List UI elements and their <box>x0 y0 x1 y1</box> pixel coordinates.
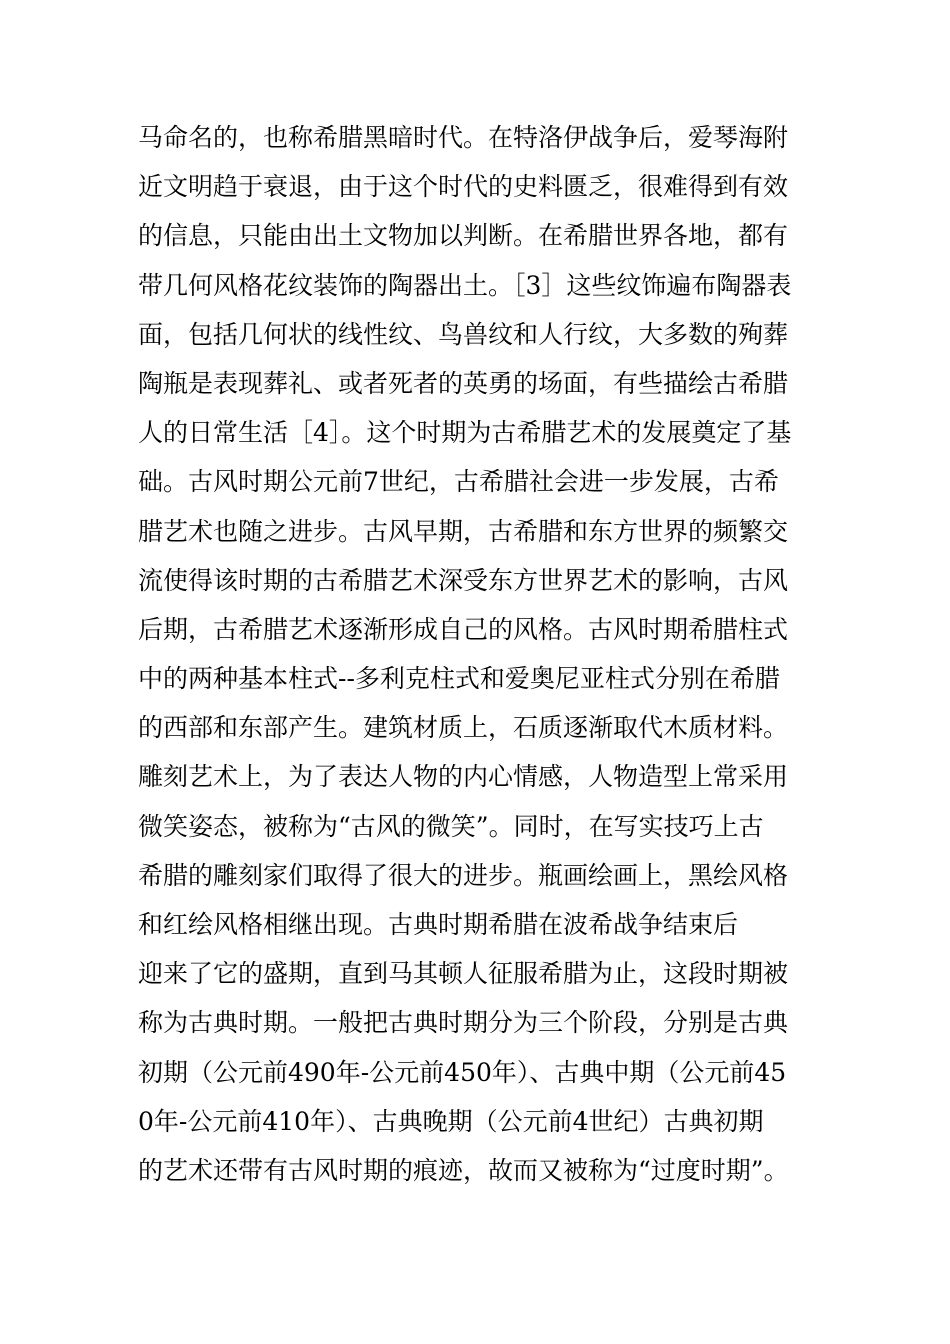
text-line: 陶瓶是表现葬礼、或者死者的英勇的场面，有些描绘古希腊 <box>138 368 789 398</box>
text-line: 称为古典时期。一般把古典时期分为三个阶段，分别是古典 <box>138 1008 789 1038</box>
text-line: 近文明趋于衰退，由于这个时代的史料匮乏，很难得到有效 <box>138 172 789 202</box>
text-line: 的艺术还带有古风时期的痕迹，故而又被称为“过度时期”。 <box>138 1155 789 1185</box>
text-line: 腊艺术也随之进步。古风早期，古希腊和东方世界的频繁交 <box>138 516 789 546</box>
text-line: 础。古风时期公元前7世纪，古希腊社会进一步发展，古希 <box>138 467 779 497</box>
text-line: 初期（公元前490年-公元前450年）、古典中期（公元前45 <box>138 1057 787 1087</box>
text-line: 和红绘风格相继出现。古典时期希腊在波希战争结束后 <box>138 910 739 939</box>
text-line: 中的两种基本柱式--多利克柱式和爱奥尼亚柱式分别在希腊 <box>138 664 780 694</box>
body-text <box>138 113 838 1195</box>
text-line: 希腊的雕刻家们取得了很大的进步。瓶画绘画上，黑绘风格 <box>138 860 789 890</box>
text-line: 微笑姿态，被称为“古风的微笑”。同时，在写实技巧上古 <box>138 811 764 841</box>
text-line: 的西部和东部产生。建筑材质上，石质逐渐取代木质材料。 <box>138 713 789 743</box>
text-line: 雕刻艺术上，为了表达人物的内心情感，人物造型上常采用 <box>138 762 789 792</box>
text-line: 迎来了它的盛期，直到马其顿人征服希腊为止，这段时期被 <box>138 959 789 989</box>
text-line: 带几何风格花纹装饰的陶器出土。［3］这些纹饰遍布陶器表 <box>138 270 792 300</box>
text-line: 面，包括几何状的线性纹、鸟兽纹和人行纹，大多数的殉葬 <box>138 319 789 349</box>
text-line: 的信息，只能由出土文物加以判断。在希腊世界各地，都有 <box>138 221 789 251</box>
text-line: 0年-公元前410年）、古典晚期（公元前4世纪）古典初期 <box>138 1106 764 1136</box>
text-line: 流使得该时期的古希腊艺术深受东方世界艺术的影响，古风 <box>138 565 789 595</box>
text-line: 后期，古希腊艺术逐渐形成自己的风格。古风时期希腊柱式 <box>138 614 789 644</box>
text-line: 马命名的，也称希腊黑暗时代。在特洛伊战争后，爱琴海附 <box>138 123 789 152</box>
text-line: 人的日常生活［4］。这个时期为古希腊艺术的发展奠定了基 <box>138 418 792 448</box>
